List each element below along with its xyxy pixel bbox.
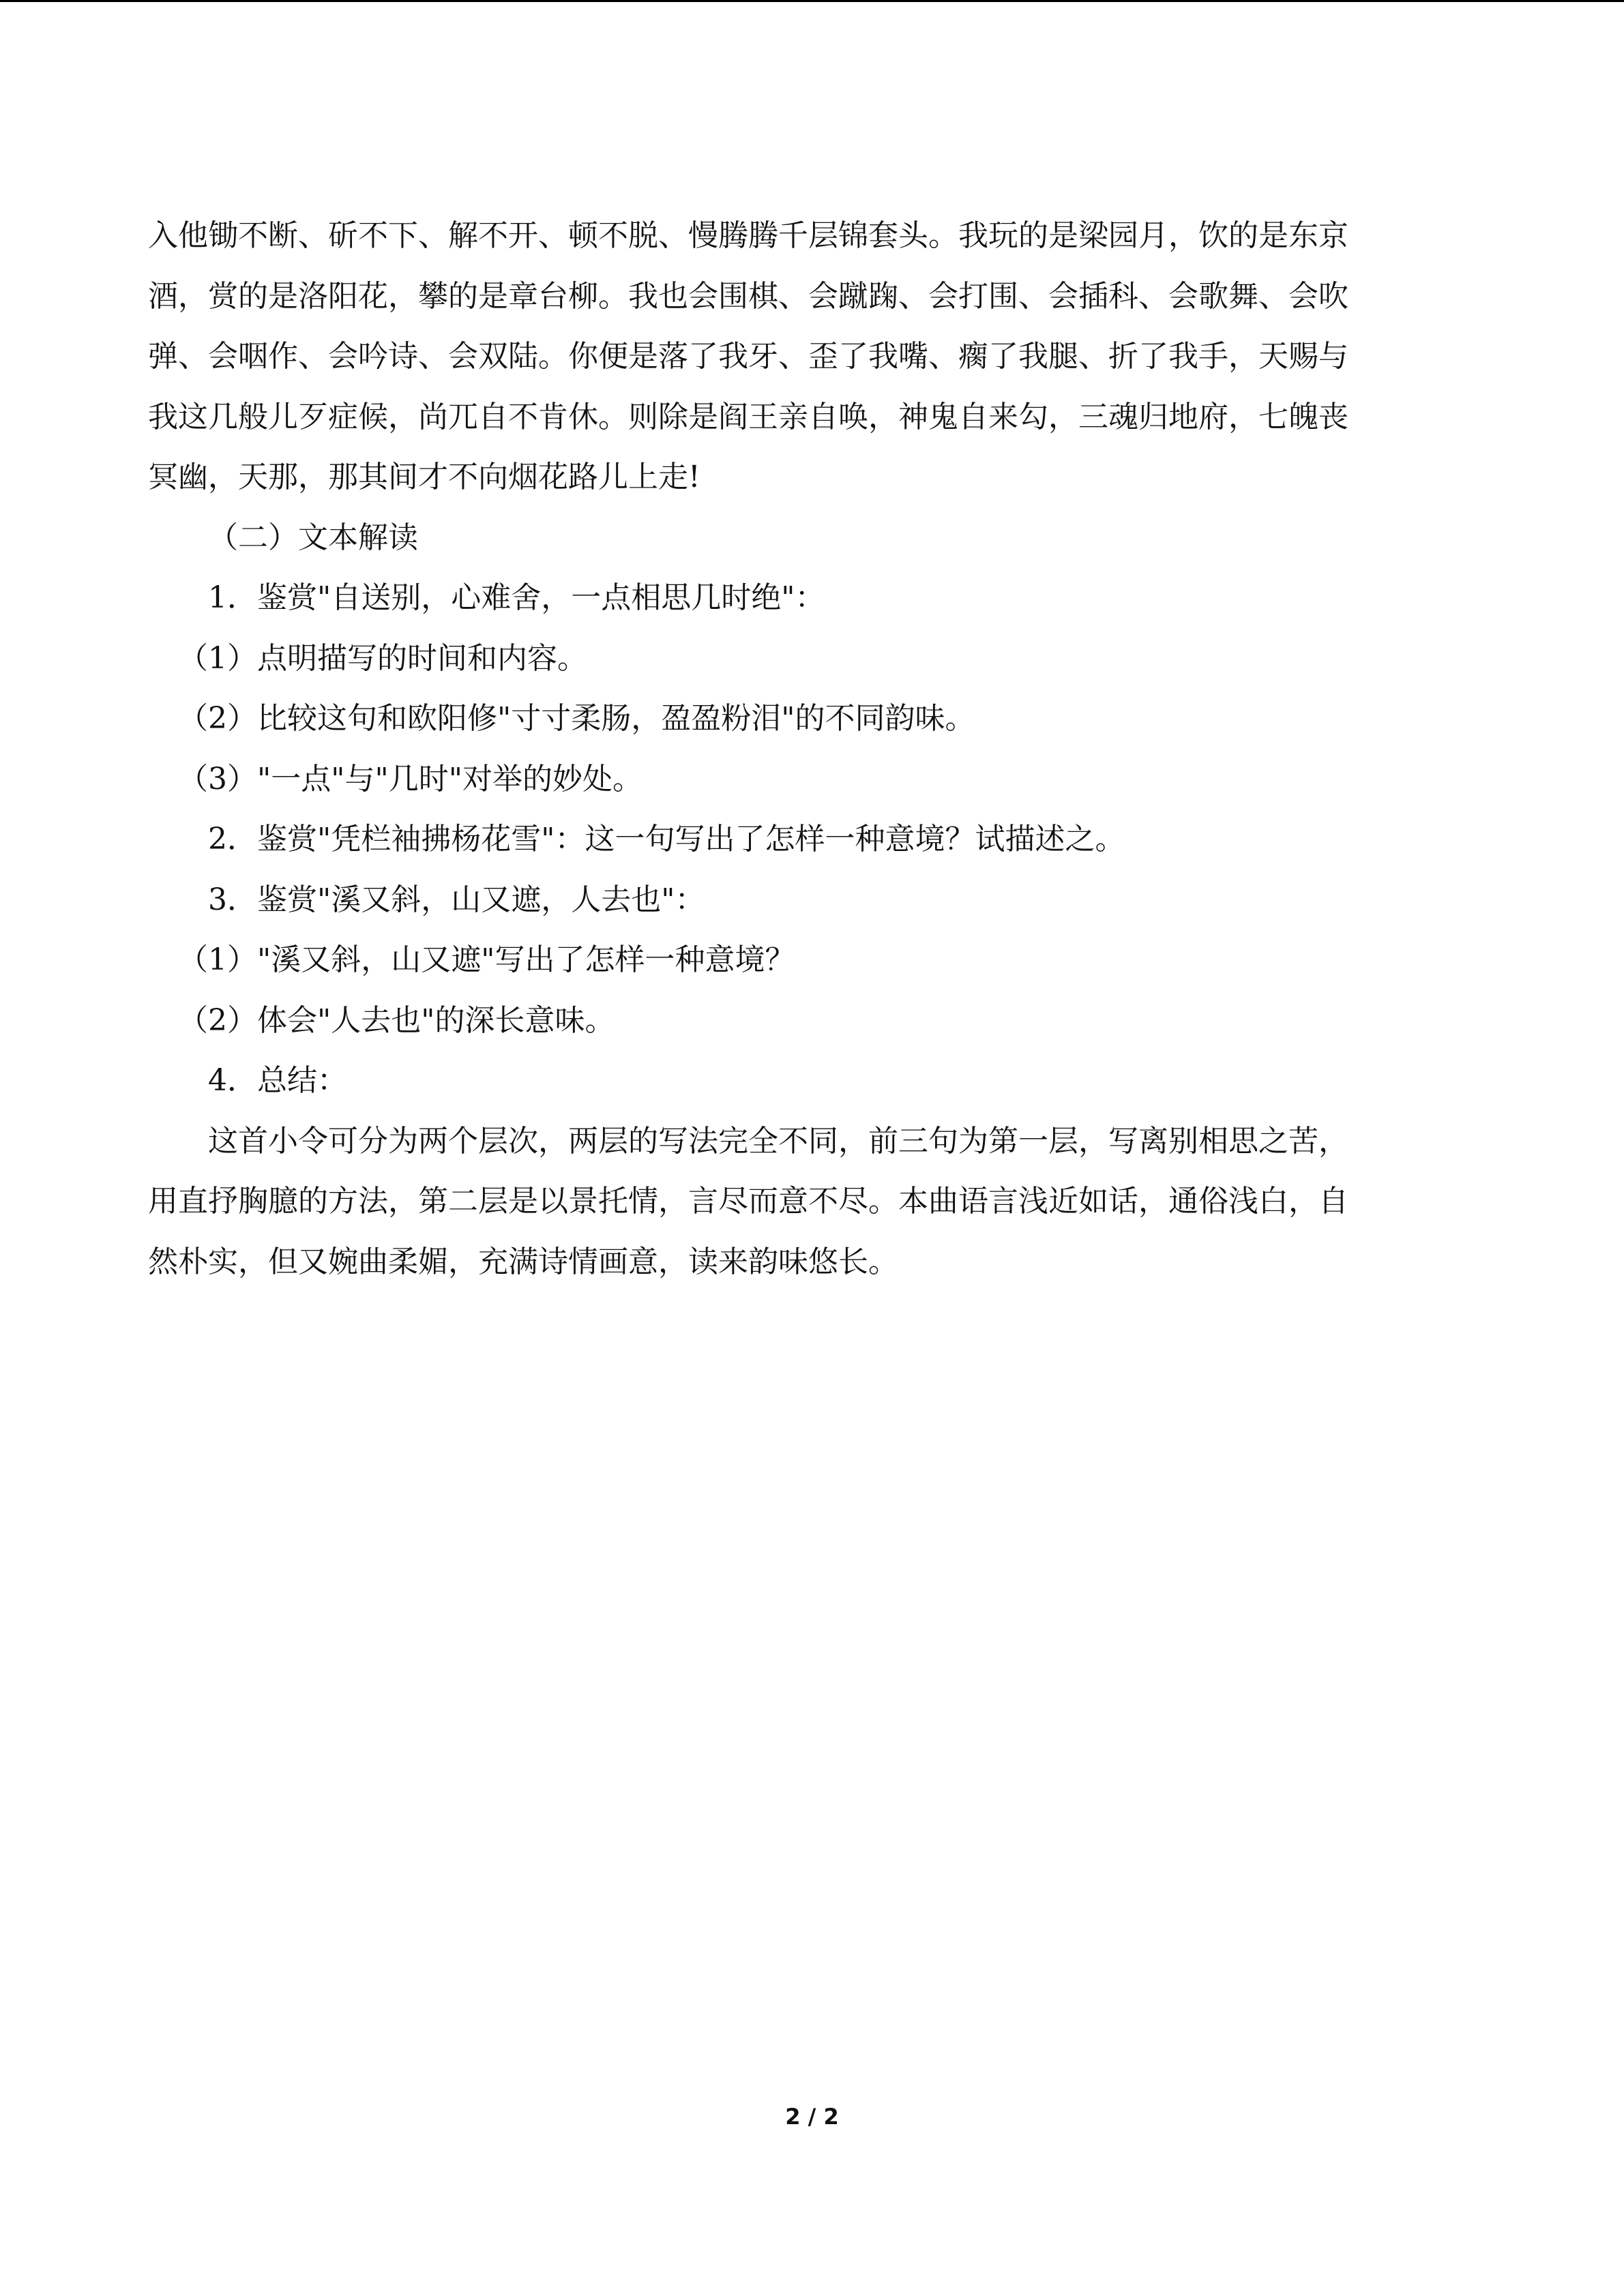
body-line: 冥幽，天那，那其间才不向烟花路儿上走! xyxy=(148,460,700,494)
question-item-4: 4．总结： xyxy=(208,1063,347,1098)
top-border-rule xyxy=(0,0,1624,2)
document-body xyxy=(148,206,1464,1292)
question-item-1-sub-3: （3）"一点"与"几时"对举的妙处。 xyxy=(178,761,643,796)
body-line: 入他锄不断、斫不下、解不开、顿不脱、慢腾腾千层锦套头。我玩的是梁园月，饮的是东京 xyxy=(148,218,1348,253)
question-item-1-sub-2: （2）比较这句和欧阳修"寸寸柔肠，盈盈粉泪"的不同韵味。 xyxy=(178,701,975,736)
summary-line: 然朴实，但又婉曲柔媚，充满诗情画意，读来韵味悠长。 xyxy=(148,1244,898,1279)
summary-line: 这首小令可分为两个层次，两层的写法完全不同，前三句为第一层，写离别相思之苦， xyxy=(208,1123,1348,1159)
question-item-3: 3．鉴赏"溪又斜，山又遮，人去也"： xyxy=(208,882,705,917)
question-item-3-sub-1: （1）"溪又斜，山又遮"写出了怎样一种意境？ xyxy=(178,942,795,977)
body-line: 我这几般儿歹症候，尚兀自不肯休。则除是阎王亲自唤，神鬼自来勾，三魂归地府，七魄丧 xyxy=(148,399,1348,434)
body-line: 弹、会咽作、会吟诗、会双陆。你便是落了我牙、歪了我嘴、瘸了我腿、折了我手，天赐与 xyxy=(148,339,1348,374)
question-item-2: 2．鉴赏"凭栏袖拂杨花雪"：这一句写出了怎样一种意境？试描述之。 xyxy=(208,822,1125,856)
question-item-1-sub-1: （1）点明描写的时间和内容。 xyxy=(178,640,587,676)
section-heading: （二）文本解读 xyxy=(208,520,418,555)
body-line: 酒，赏的是洛阳花，攀的是章台柳。我也会围棋、会蹴踘、会打围、会插科、会歌舞、会吹 xyxy=(148,278,1348,314)
question-item-1: 1．鉴赏"自送别，心难舍，一点相思几时绝"： xyxy=(208,580,825,615)
question-item-3-sub-2: （2）体会"人去也"的深长意味。 xyxy=(178,1002,615,1038)
page-number: 2 / 2 xyxy=(785,2104,839,2130)
summary-line: 用直抒胸臆的方法，第二层是以景托情，言尽而意不尽。本曲语言浅近如话，通俗浅白，自 xyxy=(148,1184,1348,1219)
